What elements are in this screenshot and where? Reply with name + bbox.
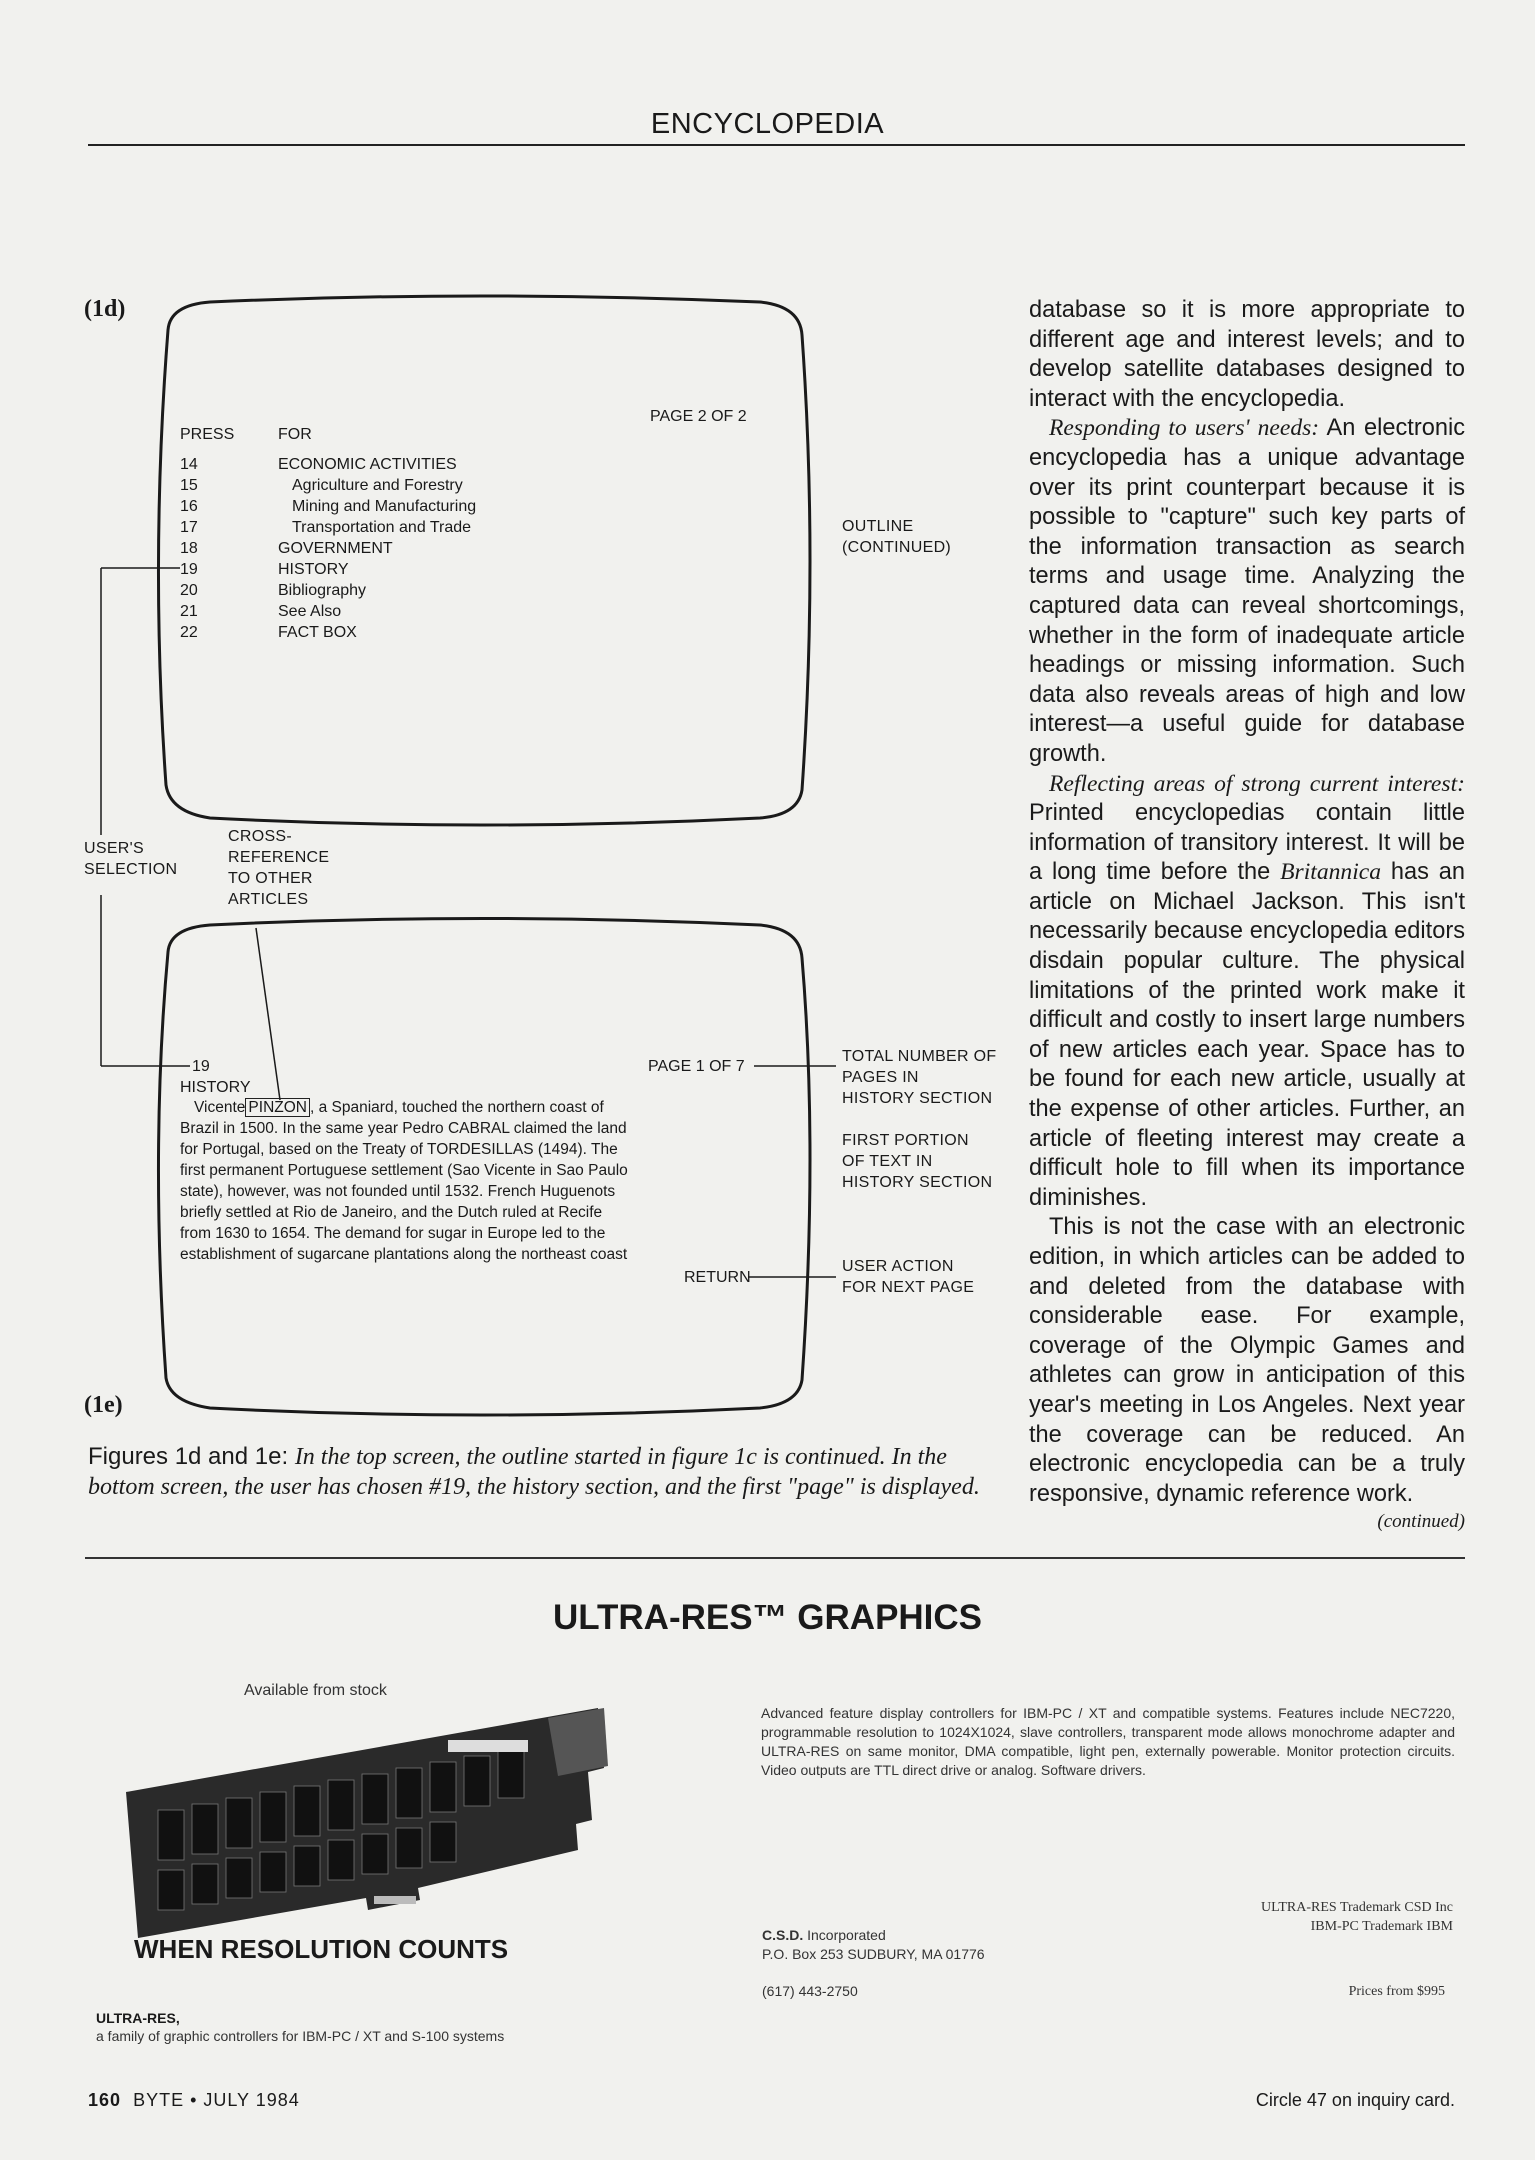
- price-note: Prices from $995: [1348, 1984, 1445, 1999]
- menu-label: Bibliography: [278, 582, 367, 599]
- menu-row[interactable]: [180, 475, 463, 496]
- trademark-notes: ULTRA-RES Trademark CSD Inc IBM-PC Trademark IBM: [1261, 1900, 1453, 1934]
- figure-label-1e: (1e): [84, 1392, 123, 1418]
- product-description: a family of graphic controllers for IBM-PC / XT and S-100 systems: [96, 2028, 505, 2044]
- menu-number: 15: [180, 477, 198, 494]
- article-paragraph: Reflecting areas of strong current interest: Printed encyclopedias contain little information of transitory interest. It will be a long time before the Britannica has an article on Michael Jackson. This isn't necessarily because encyclopedia editors disdain popular culture. The physical limitations of the printed work make it difficult and costly to insert large numbers of new articles each year. Space has to be found for each new article, usually at the expense of other articles. Further, an article of fleeting interest may create a difficult hole to fill when its importance diminishes.: [1029, 770, 1465, 1211]
- menu-row[interactable]: [180, 601, 342, 622]
- ad-description: Advanced feature display controllers for IBM-PC / XT and compatible systems. Features include NEC7220, programmable resolution to 1024X1024, slave controllers, transparent mode allows monochrome adapter and ULTRA-RES on same monitor, DMA compatible, light pen, externally powerable. Monitor protection circuits. Video outputs are TTL direct drive or analog. Software drivers.: [761, 1705, 1455, 1778]
- circuit-board-image: [118, 1700, 608, 1940]
- menu-number: 17: [180, 519, 198, 536]
- menu-row[interactable]: [180, 517, 472, 538]
- menu-number: 19: [180, 561, 198, 578]
- article-column: [1029, 296, 1465, 1509]
- inquiry-note: Circle 47 on inquiry card.: [1255, 2090, 1455, 2110]
- cross-reference-annotation: CROSS- REFERENCE TO OTHER ARTICLES: [228, 828, 330, 908]
- continued-note: (continued): [1377, 1511, 1465, 1532]
- press-header: PRESS: [180, 426, 235, 443]
- bottom-page-indicator: PAGE 1 OF 7: [648, 1058, 745, 1075]
- history-text: Vicente PINZON , a Spaniard, touched the northern coast of Brazil in 1500. In the same year Pedro CABRAL claimed the land for Portugal, based on the Treaty of TORDESILLAS (1494). The first permanent Portuguese settlement (Sao Vicente in Sao Paulo state), however, was not founded until 1532. French Huguenots briefly settled at Rio de Janeiro, and the Dutch ruled at Recife from 1630 to 1654. The demand for sugar in Europe led to the establishment of sugarcane plantations along the northeast coast: [180, 1099, 628, 1263]
- menu-row[interactable]: [180, 496, 477, 517]
- magazine-issue: BYTE • JULY 1984: [133, 2090, 300, 2110]
- total-pages-annotation: TOTAL NUMBER OF PAGES IN HISTORY SECTION: [842, 1048, 997, 1107]
- menu-row[interactable]: [180, 454, 457, 475]
- ad-slogan: WHEN RESOLUTION COUNTS: [134, 1934, 509, 1964]
- history-heading: HISTORY: [180, 1079, 251, 1096]
- for-header: FOR: [278, 426, 312, 443]
- company-phone: (617) 443-2750: [762, 1983, 858, 1999]
- menu-row[interactable]: [180, 538, 393, 559]
- availability-note: Available from stock: [244, 1682, 387, 1699]
- page-number: 160: [88, 2090, 122, 2110]
- menu-number: 16: [180, 498, 198, 515]
- menu-label: Agriculture and Forestry: [292, 477, 463, 494]
- outline-menu: [180, 454, 477, 643]
- ad-title: ULTRA-RES™ GRAPHICS: [552, 1598, 983, 1637]
- section-title: ENCYCLOPEDIA: [650, 108, 885, 140]
- article-paragraph: database so it is more appropriate to different age and interest levels; and to develop satellite databases designed to interact with the encyclopedia.: [1029, 297, 1465, 412]
- lead-word: Vicente: [194, 1099, 246, 1116]
- figure-caption: Figures 1d and 1e: In the top screen, the outline started in figure 1c is continued. In the bottom screen, the user has chosen #19, the history section, and the first "page" is displayed.: [88, 1443, 980, 1500]
- menu-number: 20: [180, 582, 198, 599]
- menu-label: FACT BOX: [278, 624, 357, 641]
- menu-row[interactable]: [180, 580, 367, 601]
- menu-label: GOVERNMENT: [278, 540, 393, 557]
- menu-number: 14: [180, 456, 198, 473]
- top-page-indicator: PAGE 2 OF 2: [650, 408, 747, 425]
- menu-number: 21: [180, 603, 198, 620]
- history-number: 19: [192, 1058, 210, 1075]
- article-paragraph: This is not the case with an electronic edition, in which articles can be added to and deleted from the database with considerable ease. For example, coverage of the Olympic Games and athletes can grow in anticipation of this year's meeting in Los Angeles. Next year the coverage can be reduced. An electronic encyclopedia can be a truly responsive, dynamic reference work.: [1029, 1214, 1465, 1507]
- menu-number: 22: [180, 624, 198, 641]
- article-paragraph: Responding to users' needs: An electronic encyclopedia has a unique advantage over its print counterpart because it is possible to "capture" such key parts of the information transaction as search terms and usage time. Analyzing the captured data can reveal shortcomings, whether in the form of inadequate article headings or missing information. Such data also reveals areas of high and low interest—a useful guide for database growth.: [1029, 415, 1465, 767]
- product-name: ULTRA-RES,: [96, 2010, 180, 2026]
- users-selection-annotation: USER'S SELECTION: [84, 840, 178, 878]
- outline-annotation: OUTLINE (CONTINUED): [842, 518, 952, 556]
- footer-left: [88, 2090, 300, 2111]
- first-portion-annotation: FIRST PORTION OF TEXT IN HISTORY SECTION: [842, 1132, 993, 1191]
- menu-label: HISTORY: [278, 561, 349, 578]
- user-action-annotation: USER ACTION FOR NEXT PAGE: [842, 1258, 975, 1296]
- menu-row[interactable]: [180, 622, 357, 643]
- menu-label: ECONOMIC ACTIVITIES: [278, 456, 457, 473]
- company-block: C.S.D. Incorporated P.O. Box 253 SUDBURY, MA 01776: [762, 1927, 985, 1962]
- menu-label: See Also: [278, 603, 342, 620]
- menu-label: Mining and Manufacturing: [292, 498, 477, 515]
- menu-row-selected[interactable]: [180, 559, 349, 580]
- return-key-label[interactable]: RETURN: [684, 1269, 751, 1286]
- cross-reference-link[interactable]: PINZON: [245, 1098, 310, 1117]
- top-screen-frame: [158, 296, 810, 825]
- menu-number: 18: [180, 540, 198, 557]
- figure-label-1d: (1d): [84, 296, 126, 322]
- ad-divider: [85, 1557, 1465, 1559]
- menu-label: Transportation and Trade: [292, 519, 472, 536]
